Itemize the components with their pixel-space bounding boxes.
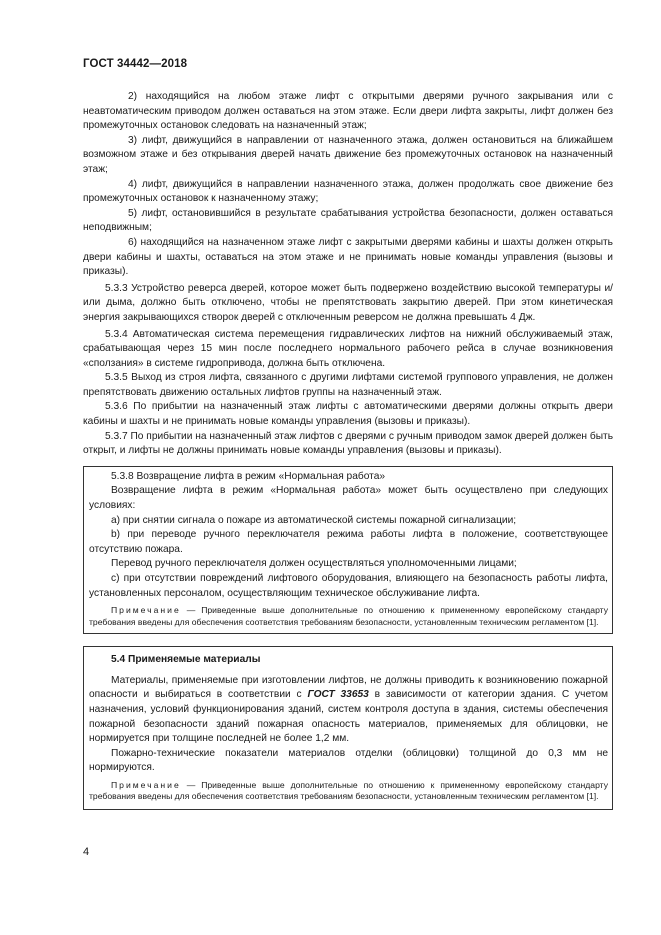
- added-requirements-box-2: [83, 646, 613, 810]
- box-paragraph: Возвращение лифта в режим «Нормальная работа» может быть осуществлено при следующих условиях:: [89, 485, 608, 512]
- section-5-4-title: 5.4 Применяемые материалы: [111, 654, 261, 666]
- box-paragraph: [89, 674, 608, 747]
- list-item: 3) лифт, движущийся в направлении от назначенного этажа, должен остановиться на ближайшем возможном этаже и без открывания дверей начать движение без промежуточных остановок на назначенный этаж;: [83, 134, 613, 175]
- clause-5-3-8-title: 5.3.8 Возвращение лифта в режим «Нормальная работа»: [111, 470, 386, 482]
- clause-5-3-3: 5.3.3 Устройство реверса дверей, которое может быть подвержено воздействию высокой температуры и/или дыма, должно быть отключено, чтобы не препятствовать закрытию дверей. При этом кинетическая энергия закрывающихся створок дверей с отключенным реверсом не должна превышать 4 Дж.: [83, 282, 613, 323]
- page-number: 4: [83, 846, 90, 858]
- note-text: — Приведенные выше дополнительные по отношению к примененному европейскому стандарту требования введены для обеспечения соответствия требованиям безопасности, установленным техническим регламентом [1].: [89, 779, 608, 802]
- list-item: 5) лифт, остановившийся в результате срабатывания устройства безопасности, должен оставаться неподвижным;: [83, 207, 613, 234]
- clause-5-3-7: 5.3.7 По прибытии на назначенный этаж лифтов с дверями с ручным приводом замок дверей должен быть открыт, и лифты не должны принимать новые команды управления (вызовы и приказы).: [83, 430, 614, 457]
- box-paragraph: с) при отсутствии повреждений лифтового оборудования, влияющего на безопасность работы лифта, установленных персоналом, осуществляющим техническое обслуживание лифта.: [89, 573, 608, 599]
- text-run: в зависимости от категории здания. С учетом назначения, условий функционирования зданий, систем контроля доступа в здания, системы обеспечения пожарной безопасности зданий пожарная опасность материалов, применяемых для облицовки, не нормируется при толщине последней не более 1,2 мм.: [89, 689, 608, 745]
- clause-5-3-6: 5.3.6 По прибытии на назначенный этаж лифты с автоматическими дверями должны открыть двери кабины и шахты и не принимать новые команды управления (вызовы и приказы).: [83, 401, 613, 428]
- box-paragraph: а) при снятии сигнала о пожаре из автоматической системы пожарной сигнализации;: [111, 514, 517, 526]
- added-requirements-box-1: [83, 466, 613, 634]
- list-item: 2) находящийся на любом этаже лифт с открытыми дверями ручного закрывания или с неавтоматическим приводом должен оставаться на этом этаже. Если двери лифта закрыты, лифт должен без промежуточных остановок следовать на назначенный этаж;: [83, 91, 613, 132]
- note: [89, 780, 608, 803]
- box-paragraph: b) при переводе ручного переключателя режима работы лифта в положение, соответствующее отсутствию пожара.: [89, 529, 608, 555]
- standard-reference: ГОСТ 33653: [307, 689, 369, 701]
- text-run: Материалы, применяемые при изготовлении лифтов, не должны приводить к возникновению пожарной опасности и выбираться в соответствии с: [89, 674, 608, 701]
- list-item: 4) лифт, движущийся в направлении назначенного этажа, должен продолжать свое движение без промежуточных остановок к назначенному этажу;: [83, 178, 613, 205]
- box-paragraph: Пожарно-технические показатели материалов отделки (облицовки) толщиной до 0,3 мм не нормируются.: [89, 747, 608, 774]
- clause-5-3-4: 5.3.4 Автоматическая система перемещения гидравлических лифтов на нижний обслуживаемый этаж, срабатывающая через 15 мин после последнего нормального рабочего рейса в случае возникновения «сползания» в системе гидропривода, должна быть отключена.: [83, 328, 613, 369]
- list-item: 6) находящийся на назначенном этаже лифт с закрытыми дверями кабины и шахты должен открыть двери кабины и шахты, оставаться на этом этаже и не принимать новые команды управления (вызовы и приказы).: [83, 236, 613, 278]
- note-label: Примечание: [111, 779, 181, 790]
- note-text: — Приведенные выше дополнительные по отношению к примененному европейскому стандарту требования введены для обеспечения соответствия требованиям безопасности, установленным техническим регламентом [1].: [89, 605, 608, 627]
- page-content: [83, 90, 613, 810]
- note-label: Примечание: [111, 605, 181, 616]
- box-paragraph: Перевод ручного переключателя должен осуществляться уполномоченными лицами;: [111, 558, 517, 570]
- note: [89, 605, 608, 628]
- document-header: ГОСТ 34442—2018: [83, 58, 188, 70]
- clause-5-3-5: 5.3.5 Выход из строя лифта, связанного с другими лифтами системой группового управления, не должен препятствовать движению остальных лифтов группы на назначенный этаж.: [83, 372, 613, 398]
